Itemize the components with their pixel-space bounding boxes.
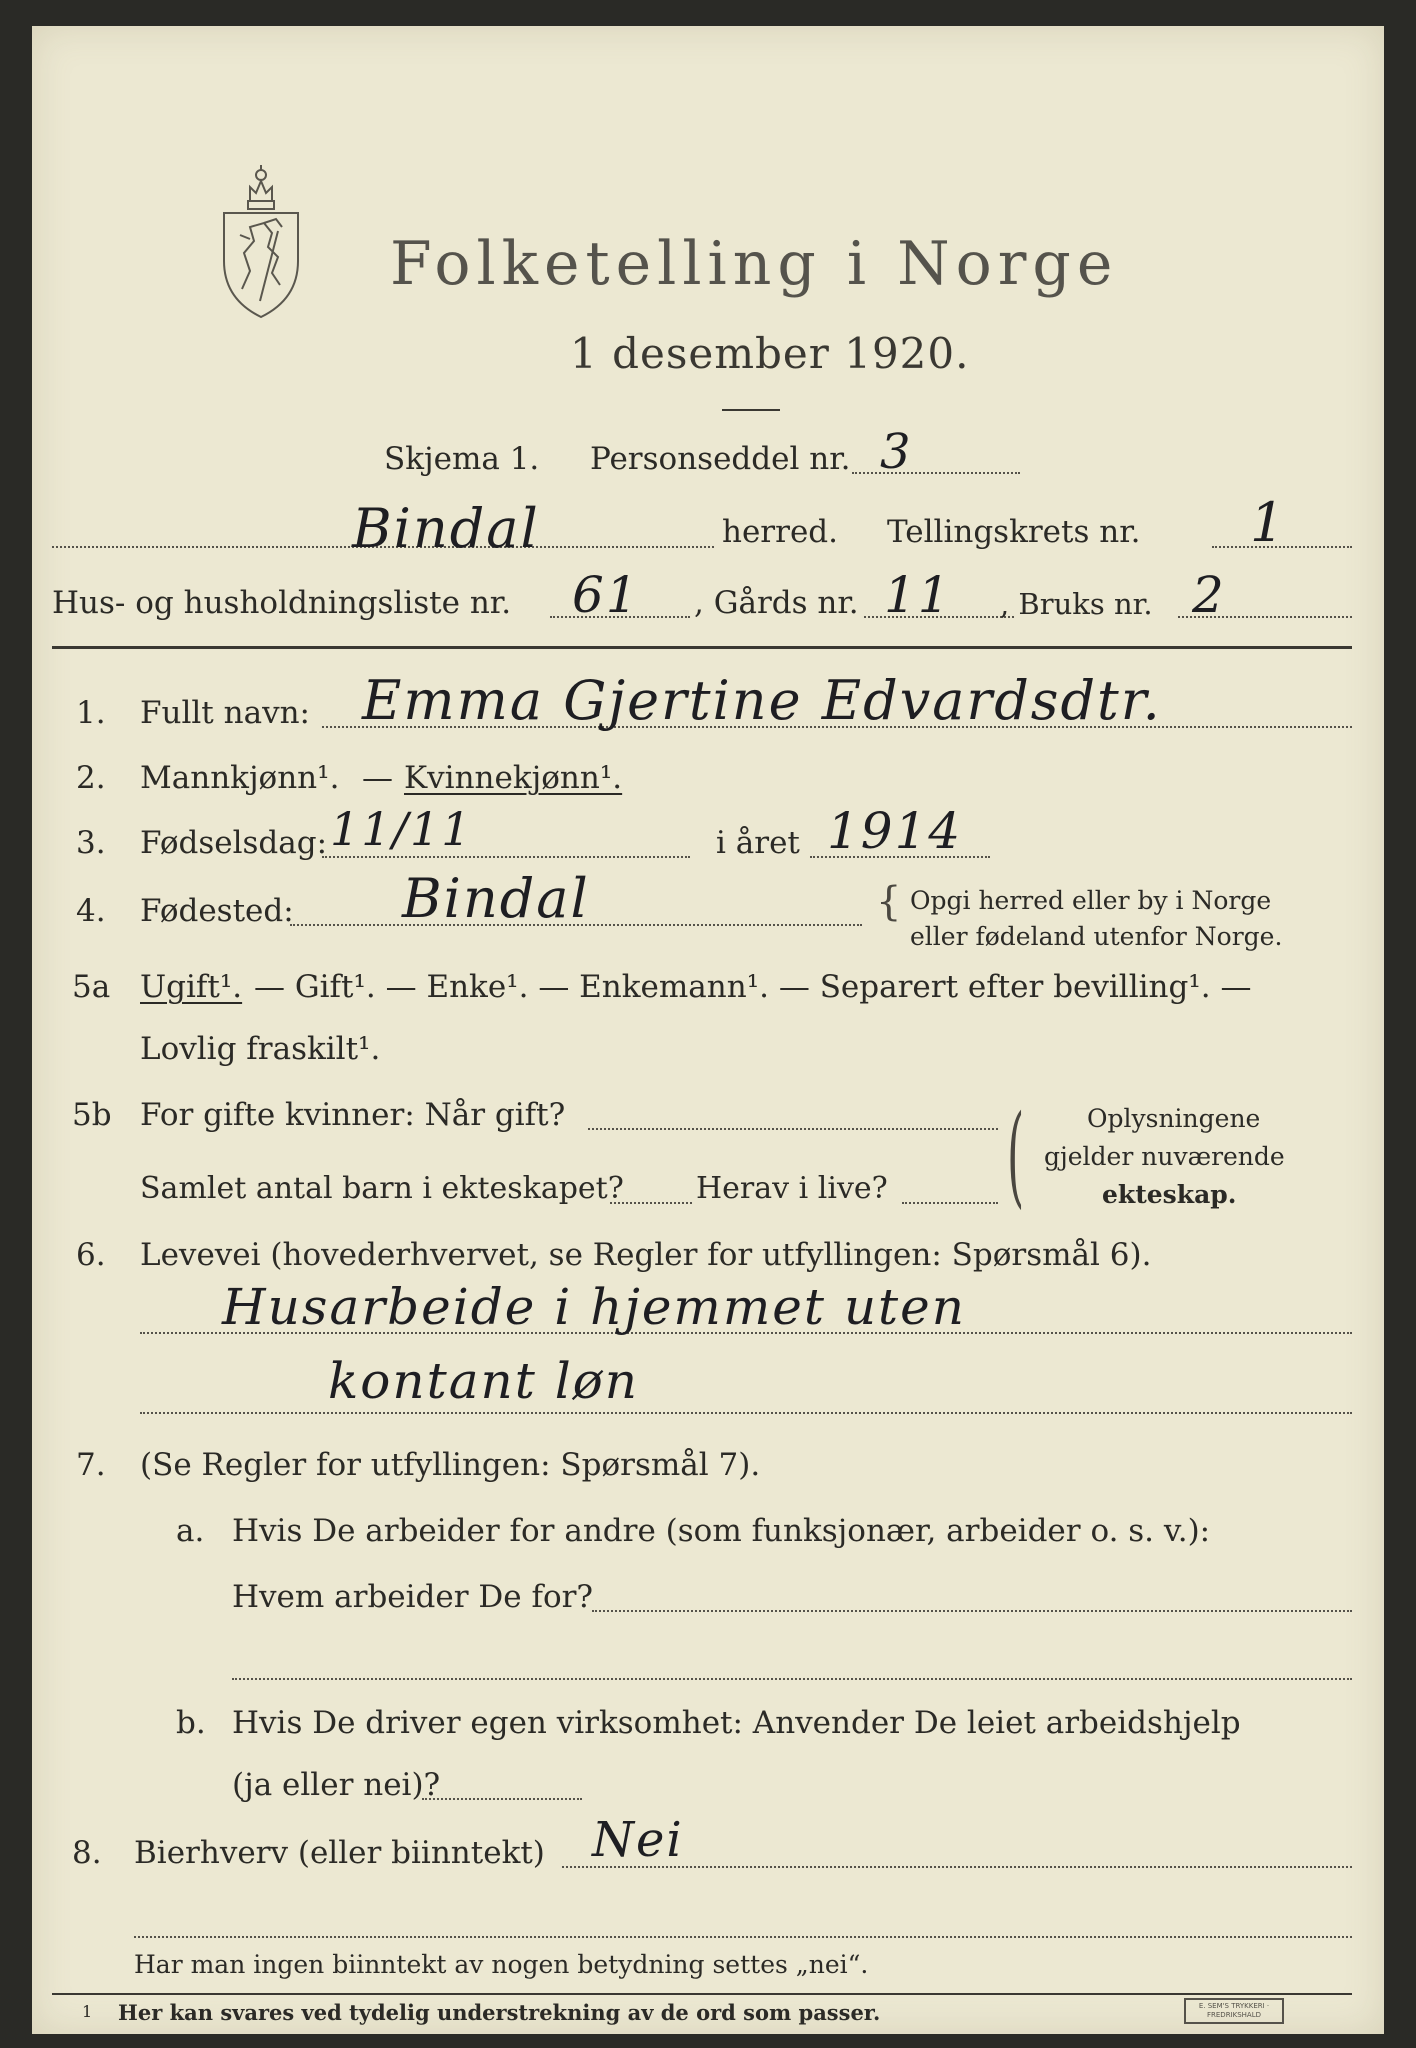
q5b-number: 5b xyxy=(72,1097,112,1133)
q7a-line-1 xyxy=(592,1610,1352,1612)
q7b-letter: b. xyxy=(176,1705,206,1741)
q7-number: 7. xyxy=(76,1447,106,1483)
title-divider xyxy=(722,409,780,411)
q4-note-line1: Opgi herred eller by i Norge xyxy=(910,886,1272,915)
q5a-number: 5a xyxy=(72,969,111,1005)
q5b-label: For gifte kvinner: Når gift? xyxy=(140,1097,566,1133)
q6-label: Levevei (hovederhvervet, se Regler for utfyllingen: Spørsmål 6). xyxy=(140,1237,1152,1273)
herred-label: herred. xyxy=(722,514,838,550)
census-date: 1 desember 1920. xyxy=(570,329,970,378)
bruks-label: , Bruks nr. xyxy=(1000,587,1153,621)
q5a-line2: Lovlig fraskilt¹. xyxy=(140,1031,381,1067)
header-divider xyxy=(52,646,1352,649)
q5b-note-line1: Oplysningene xyxy=(1087,1104,1261,1133)
footer-divider xyxy=(52,1993,1352,1995)
q5b-note-line2: gjelder nuværende xyxy=(1044,1142,1285,1171)
q7a-question: Hvem arbeider De for? xyxy=(232,1579,594,1615)
hus-label: Hus- og husholdningsliste nr. xyxy=(52,585,512,621)
q8-label: Bierhverv (eller biinntekt) xyxy=(134,1835,545,1871)
hus-value: 61 xyxy=(572,566,640,624)
personseddel-label: Personseddel nr. xyxy=(590,441,851,477)
q3-number: 3. xyxy=(76,825,106,861)
q3-value: 11/11 xyxy=(330,802,473,856)
q4-note-brace: { xyxy=(876,879,902,925)
q7b-line xyxy=(422,1798,582,1800)
q8-value: Nei xyxy=(592,1812,684,1868)
q5b-children-label: Samlet antal barn i ekteskapet? xyxy=(140,1171,624,1206)
q6-value-line1: Husarbeide i hjemmet uten xyxy=(222,1278,966,1336)
form-title: Folketelling i Norge xyxy=(390,229,1119,299)
gards-value: 11 xyxy=(884,566,952,624)
q7b-text: Hvis De driver egen virksomhet: Anvender De leiet arbeidshjelp xyxy=(232,1705,1241,1741)
census-form-page xyxy=(32,26,1384,2034)
q7a-text: Hvis De arbeider for andre (som funksjonær, arbeider o. s. v.): xyxy=(232,1513,1211,1549)
q6-value-line2: kontant løn xyxy=(328,1352,639,1410)
q7-label: (Se Regler for utfyllingen: Spørsmål 7). xyxy=(140,1447,761,1483)
q5b-children-line xyxy=(610,1202,692,1204)
tellingskrets-label: Tellingskrets nr. xyxy=(887,514,1141,550)
q3-year-label: i året xyxy=(716,825,800,861)
q1-number: 1. xyxy=(76,695,106,731)
footer-note: Har man ingen biinntekt av nogen betydning settes „nei“. xyxy=(134,1950,869,1979)
q4-note-line2: eller fødeland utenfor Norge. xyxy=(910,922,1283,951)
q4-number: 4. xyxy=(76,893,106,929)
personseddel-line xyxy=(852,472,1020,474)
q4-label: Fødested: xyxy=(140,893,294,929)
q2-number: 2. xyxy=(76,760,106,796)
q5a-ugift-underlined: Ugift¹. xyxy=(140,969,243,1005)
q6-line-2 xyxy=(140,1412,1352,1414)
q5b-herav-label: Herav i live? xyxy=(696,1171,888,1206)
q3-label: Fødselsdag: xyxy=(140,825,328,861)
q7a-line-2 xyxy=(232,1678,1352,1680)
printer-stamp: E. SEM'S TRYKKERI · FREDRIKSHALD xyxy=(1184,1998,1284,2024)
footnote-number: 1 xyxy=(82,2002,93,2021)
q7b-question: (ja eller nei)? xyxy=(232,1767,441,1803)
q2-female-underlined: Kvinnekjønn¹. xyxy=(404,760,623,796)
q1-value: Emma Gjertine Edvardsdtr. xyxy=(362,669,1162,732)
q5a-options: — Gift¹. — Enke¹. — Enkemann¹. — Separert efter bevilling¹. — xyxy=(254,969,1252,1005)
q6-number: 6. xyxy=(76,1237,106,1273)
skjema-label: Skjema 1. xyxy=(384,441,540,477)
q5b-line xyxy=(588,1128,998,1130)
q2-separator: — xyxy=(362,760,393,796)
gards-label: , Gårds nr. xyxy=(694,585,859,621)
q1-label: Fullt navn: xyxy=(140,695,310,731)
footnote-text: Her kan svares ved tydelig understrekning av de ord som passer. xyxy=(118,2000,881,2025)
q3-line xyxy=(322,856,690,858)
q2-male: Mannkjønn¹. xyxy=(140,760,340,796)
tellingskrets-value: 1 xyxy=(1250,491,1287,554)
q5b-note-brace: ( xyxy=(1007,1091,1025,1219)
q7a-letter: a. xyxy=(176,1513,205,1549)
herred-value: Bindal xyxy=(352,497,540,560)
q3-year-value: 1914 xyxy=(827,802,963,860)
personseddel-value: 3 xyxy=(880,424,913,480)
q8-line-2 xyxy=(134,1936,1352,1938)
q8-number: 8. xyxy=(72,1835,102,1871)
q5b-herav-line xyxy=(902,1202,998,1204)
norwegian-coat-of-arms-icon xyxy=(220,161,302,321)
bruks-value: 2 xyxy=(1192,566,1226,624)
q5b-note-line3: ekteskap. xyxy=(1102,1180,1237,1209)
q4-value: Bindal xyxy=(402,867,590,930)
